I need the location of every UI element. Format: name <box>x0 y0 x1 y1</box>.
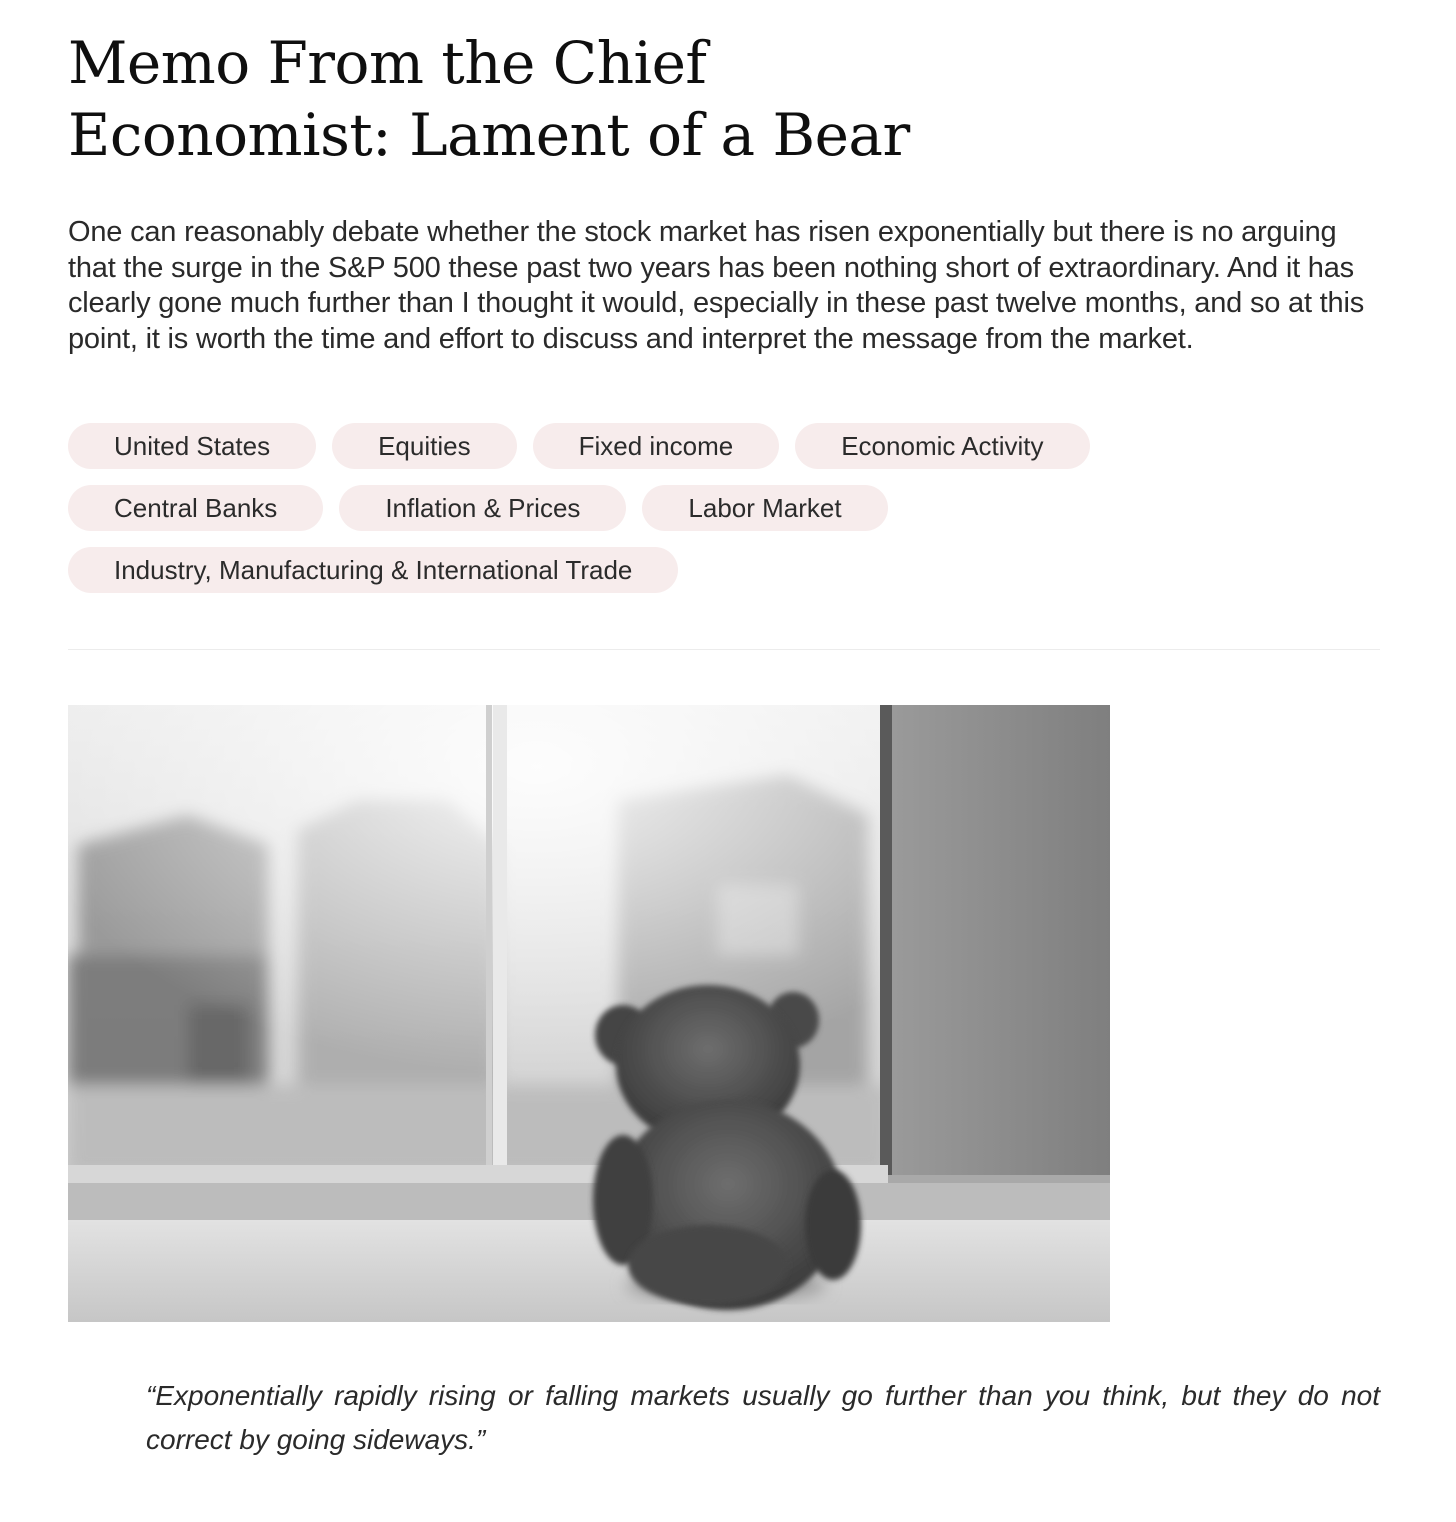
tag-united-states[interactable]: United States <box>68 423 316 469</box>
hero-image <box>68 705 1110 1322</box>
pull-quote: “Exponentially rapidly rising or falling markets usually go further than you think, but they do not correct by going sideways.” <box>146 1380 1380 1455</box>
tag-labor-market[interactable]: Labor Market <box>642 485 887 531</box>
article-page <box>68 0 1380 1455</box>
tag-central-banks[interactable]: Central Banks <box>68 485 323 531</box>
tag-equities[interactable]: Equities <box>332 423 517 469</box>
tag-row <box>68 423 1380 469</box>
tag-industry-manufacturing-trade[interactable]: Industry, Manufacturing & International Trade <box>68 547 678 593</box>
tag-fixed-income[interactable]: Fixed income <box>533 423 780 469</box>
article-summary: One can reasonably debate whether the stock market has risen exponentially but there is no arguing that the surge in the S&P 500 these past two years has been nothing short of extraordinary. And it has clearly gone much further than I thought it would, especially in these past twelve months, and so at this point, it is worth the time and effort to discuss and interpret the message from the market. <box>68 216 1365 355</box>
divider <box>68 649 1380 650</box>
page-title-line-2: Economist: Lament of a Bear <box>68 101 910 169</box>
tag-inflation-prices[interactable]: Inflation & Prices <box>339 485 626 531</box>
page-title-line-1: Memo From the Chief <box>68 29 707 97</box>
teddy-bear-window-photo <box>68 705 1110 1322</box>
tag-row <box>68 485 1380 531</box>
tag-row <box>68 547 1380 593</box>
tag-economic-activity[interactable]: Economic Activity <box>795 423 1089 469</box>
page-title <box>68 0 968 171</box>
tag-list <box>68 423 1380 593</box>
